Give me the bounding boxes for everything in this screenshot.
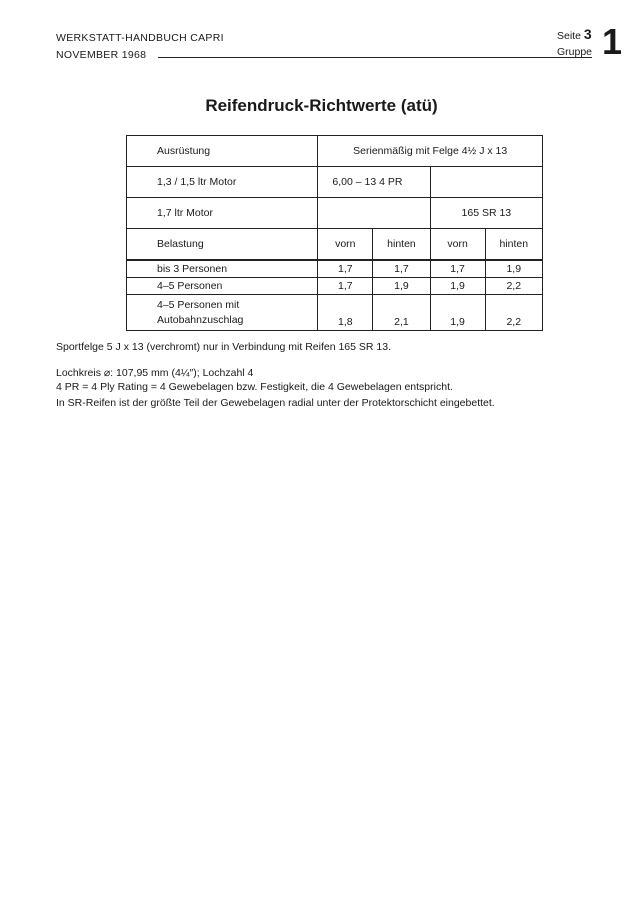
row-label [127,295,318,331]
note-ply-rating: 4 PR = 4 Ply Rating = 4 Gewebelagen bzw. Festigkeit, die 4 Gewebelagen entspricht. [56,381,453,393]
col-front-2: vorn [430,229,485,261]
table-row [127,295,543,331]
value-rear-2: 2,2 [485,278,543,295]
value-front-2: 1,9 [430,295,485,331]
manual-date: NOVEMBER 1968 [56,49,147,61]
page-title: Reifendruck-Richtwerte (atü) [205,96,438,115]
header-rule [158,57,592,58]
engine-2-label: 1,7 ltr Motor [127,198,318,229]
row-label-line-1: 4–5 Personen mit [157,298,240,311]
value-front-1: 1,7 [318,278,373,295]
value-front-1: 1,7 [318,260,373,278]
seite-number: 3 [583,26,592,42]
table-header-row [127,136,543,167]
value-rear-1: 1,7 [373,260,430,278]
table-row [127,260,543,278]
value-rear-2: 2,2 [485,295,543,331]
value-front-2: 1,9 [430,278,485,295]
table-row-engine-2 [127,198,543,229]
manual-title: WERKSTATT-HANDBUCH CAPRI [56,32,224,44]
col-front-1: vorn [318,229,373,261]
note-bolt-circle: Lochkreis ⌀: 107,95 mm (4¼″); Lochzahl 4 [56,367,254,379]
engine-1-empty [430,167,542,198]
header-cell-equipment: Ausrüstung [127,136,318,167]
header-right [557,26,592,60]
seite-label: Seite [557,30,581,42]
engine-2-empty [318,198,430,229]
note-sr-tire: In SR-Reifen ist der größte Teil der Gewebelagen radial unter der Protektorschicht eingebettet. [56,397,495,409]
table-row [127,278,543,295]
table-row-engine-1 [127,167,543,198]
note-sport-rim: Sportfelge 5 J x 13 (verchromt) nur in Verbindung mit Reifen 165 SR 13. [56,341,392,353]
tire-pressure-table [126,135,543,331]
value-rear-2: 1,9 [485,260,543,278]
load-label: Belastung [127,229,318,261]
engine-1-tire: 6,00 – 13 4 PR [318,167,430,198]
col-rear-2: hinten [485,229,543,261]
gruppe-number: 1 [602,21,623,62]
col-rear-1: hinten [373,229,430,261]
row-label: bis 3 Personen [127,260,318,278]
value-rear-1: 2,1 [373,295,430,331]
value-rear-1: 1,9 [373,278,430,295]
value-front-2: 1,7 [430,260,485,278]
header-cell-standard: Serienmäßig mit Felge 4½ J x 13 [318,136,543,167]
row-label: 4–5 Personen [127,278,318,295]
engine-1-label: 1,3 / 1,5 ltr Motor [127,167,318,198]
row-label-line-2: Autobahnzuschlag [157,313,244,326]
value-front-1: 1,8 [318,295,373,331]
gruppe-label: Gruppe [557,46,593,58]
table-row-load-header [127,229,543,261]
header-left [56,30,224,64]
engine-2-tire: 165 SR 13 [430,198,542,229]
